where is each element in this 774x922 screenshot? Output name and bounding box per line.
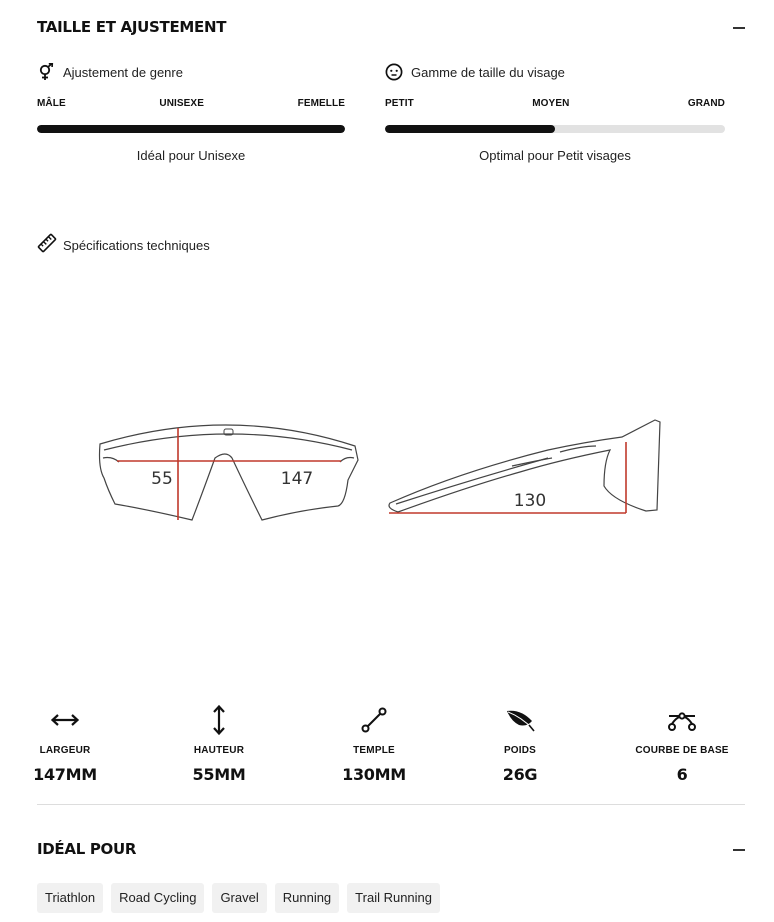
spec-name: LARGEUR	[39, 745, 91, 756]
base-curve-icon	[622, 703, 742, 737]
ruler-icon	[37, 233, 57, 258]
ideal-for-tags	[37, 883, 440, 913]
face-size-fit	[385, 62, 725, 163]
feather-icon	[460, 703, 580, 737]
collapse-size-fit-button[interactable]	[733, 21, 745, 33]
section-divider	[37, 804, 745, 805]
spec-value: 147MM	[33, 765, 97, 784]
gender-fit	[37, 62, 345, 163]
gender-fit-caption: Idéal pour Unisexe	[136, 148, 246, 163]
scale-label-small: PETIT	[385, 98, 414, 109]
spec-name: TEMPLE	[353, 745, 395, 756]
face-size-bar-fill	[385, 125, 555, 133]
tag-road-cycling[interactable]: Road Cycling	[111, 883, 204, 913]
face-size-title: Gamme de taille du visage	[411, 64, 565, 80]
face-size-caption: Optimal pour Petit visages	[479, 148, 631, 163]
tag-running[interactable]: Running	[275, 883, 339, 913]
face-size-bar	[385, 125, 725, 133]
spec-width	[5, 703, 125, 784]
tag-triathlon[interactable]: Triathlon	[37, 883, 103, 913]
spec-list	[0, 703, 774, 793]
temple-icon	[314, 703, 434, 737]
spec-base-curve	[622, 703, 742, 784]
gender-fit-bar	[37, 125, 345, 133]
collapse-ideal-for-button[interactable]	[733, 843, 745, 855]
gender-icon	[37, 63, 55, 81]
scale-label-large: GRAND	[687, 98, 725, 109]
spec-weight	[460, 703, 580, 784]
spec-name: POIDS	[503, 745, 537, 756]
height-arrows-icon	[159, 703, 279, 737]
spec-temple	[314, 703, 434, 784]
scale-label-female: FEMELLE	[297, 98, 345, 109]
ideal-for-header[interactable]	[37, 840, 745, 858]
technical-specs-title: Spécifications techniques	[63, 238, 210, 253]
spec-name: HAUTEUR	[193, 745, 245, 756]
size-fit-title: TAILLE ET AJUSTEMENT	[37, 18, 227, 36]
spec-height	[159, 703, 279, 784]
tag-trail-running[interactable]: Trail Running	[347, 883, 440, 913]
glasses-front-view	[100, 425, 359, 520]
ideal-for-title: IDÉAL POUR	[37, 840, 137, 858]
spec-value: 55MM	[192, 765, 246, 784]
spec-value: 26G	[502, 765, 538, 784]
face-icon	[385, 63, 403, 81]
temple-length-label: 130	[513, 491, 547, 511]
scale-label-unisex: UNISEXE	[159, 98, 204, 109]
spec-name: COURBE DE BASE	[635, 745, 729, 756]
technical-specs-heading	[37, 233, 210, 258]
front-width-label: 147	[280, 469, 314, 489]
tag-gravel[interactable]: Gravel	[212, 883, 266, 913]
gender-fit-title: Ajustement de genre	[63, 64, 183, 80]
spec-value: 6	[676, 765, 688, 784]
gender-fit-bar-fill	[37, 125, 345, 133]
width-arrows-icon	[5, 703, 125, 737]
size-fit-header[interactable]	[37, 18, 745, 36]
scale-label-medium: MOYEN	[532, 98, 570, 109]
spec-value: 130MM	[342, 765, 406, 784]
glasses-diagram	[0, 400, 774, 540]
scale-label-male: MÂLE	[37, 98, 66, 109]
front-height-label: 55	[151, 469, 173, 489]
